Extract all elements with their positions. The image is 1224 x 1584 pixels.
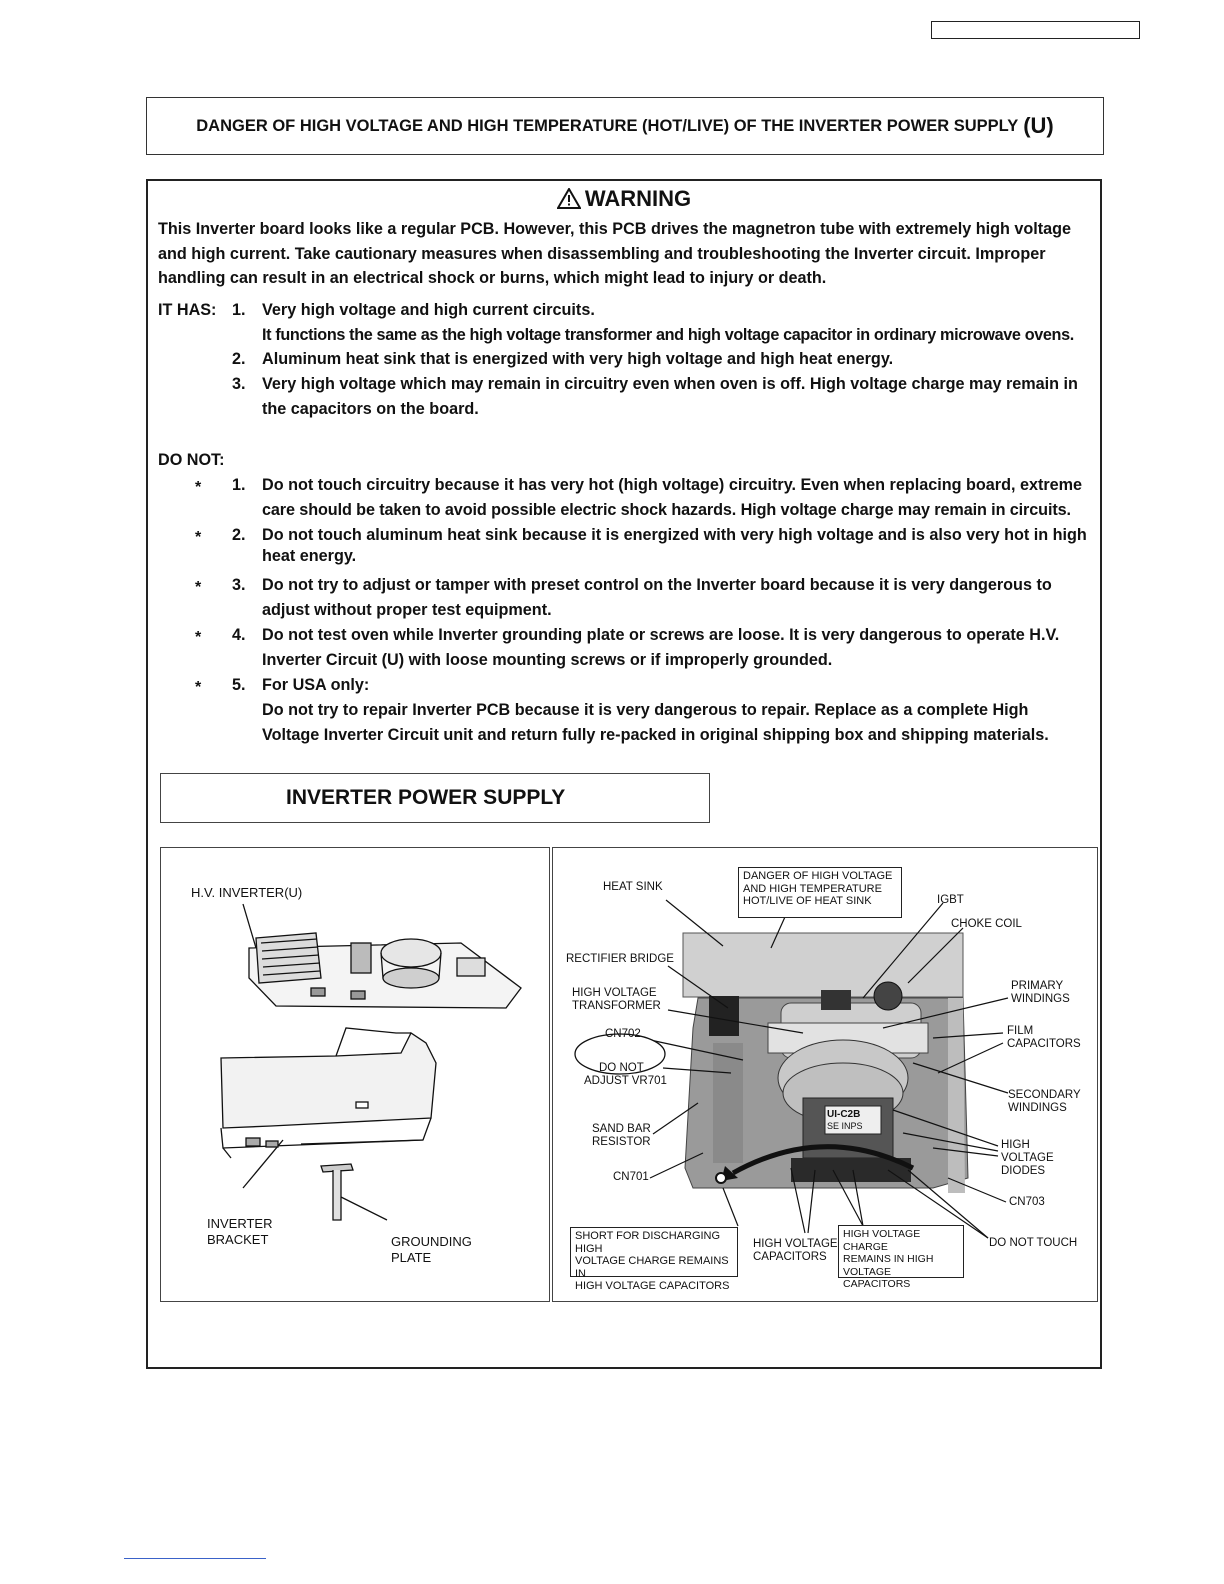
primary-windings-label-2: WINDINGS: [1011, 993, 1070, 1005]
section-title: INVERTER POWER SUPPLY: [286, 786, 566, 809]
it-has-1-line-1: Very high voltage and high current circuits.: [262, 301, 595, 319]
hv-diodes-label-1: HIGH: [1001, 1139, 1030, 1151]
warning-box: [146, 179, 1102, 1369]
primary-windings-label-1: PRIMARY: [1011, 980, 1064, 992]
grounding-plate-label-1: GROUNDING: [391, 1234, 472, 1249]
do-not-star-1: *: [195, 479, 202, 496]
cn702-label: CN702: [605, 1028, 641, 1040]
short-discharge-line-2: VOLTAGE CHARGE REMAINS IN: [575, 1255, 729, 1280]
do-not-2-line-1: Do not touch aluminum heat sink because it is energized with very high voltage and is also very hot in high: [262, 526, 1087, 544]
sand-bar-resistor-label-2: RESISTOR: [592, 1136, 651, 1148]
it-has-num-2: 2.: [232, 350, 246, 368]
part-marking-2: SE INPS: [827, 1121, 863, 1131]
danger-heat-sink-line-1: DANGER OF HIGH VOLTAGE: [743, 870, 893, 882]
film-capacitors-label-1: FILM: [1007, 1025, 1034, 1037]
igbt-label: IGBT: [937, 894, 964, 906]
hv-charge-line-3: CAPACITORS: [843, 1278, 911, 1290]
intro-line-1: This Inverter board looks like a regular PCB. However, this PCB drives the magnetron tube with extremely high voltage: [158, 220, 1072, 238]
warning-heading: [148, 186, 1100, 212]
do-not-num-3: 3.: [232, 576, 246, 594]
danger-heat-sink-line-3: HOT/LIVE OF HEAT SINK: [743, 895, 872, 907]
do-not-touch-label: DO NOT TOUCH: [989, 1237, 1078, 1249]
choke-coil-label: CHOKE COIL: [951, 918, 1022, 930]
do-not-adjust-label-1: DO NOT: [599, 1062, 644, 1074]
hv-transformer-label-2: TRANSFORMER: [572, 1000, 661, 1012]
do-not-1-line-1: Do not touch circuitry because it has very hot (high voltage) circuitry. Even when replacing board, extreme: [262, 476, 1083, 494]
it-has-num-3: 3.: [232, 375, 246, 393]
do-not-star-3: *: [195, 579, 202, 596]
hv-diodes-label-3: DIODES: [1001, 1165, 1046, 1177]
sand-bar-resistor-label-1: SAND BAR: [592, 1123, 651, 1135]
cn703-label: CN703: [1009, 1196, 1045, 1208]
do-not-5-line-2: Do not try to repair Inverter PCB because it is very dangerous to repair. Replace as a complete High: [262, 701, 1029, 719]
hv-charge-box: [838, 1225, 964, 1290]
do-not-1-line-2: care should be taken to avoid possible electric shock hazards. High voltage charge may remain in circuits.: [262, 501, 1071, 519]
grounding-plate-label-2: PLATE: [391, 1250, 432, 1265]
heat-sink-label: HEAT SINK: [603, 881, 663, 893]
hv-charge-line-2: REMAINS IN HIGH VOLTAGE: [843, 1253, 934, 1278]
do-not-star-5: *: [195, 679, 202, 696]
danger-banner: [146, 97, 1104, 155]
danger-heat-sink-box: [738, 867, 902, 918]
secondary-windings-label-2: WINDINGS: [1008, 1102, 1067, 1114]
it-has-3-line-2: the capacitors on the board.: [262, 400, 479, 418]
footer-link-line: [124, 1558, 266, 1559]
warning-title: WARNING: [584, 186, 692, 211]
hv-transformer-label-1: HIGH VOLTAGE: [572, 987, 657, 999]
do-not-label: DO NOT:: [158, 451, 225, 469]
danger-banner-text: DANGER OF HIGH VOLTAGE AND HIGH TEMPERATURE (HOT/LIVE) OF THE INVERTER POWER SUPPLY: [196, 116, 1019, 135]
intro-line-3: handling can result in an electrical shock or burns, which might lead to injury or death.: [158, 269, 827, 287]
rectifier-bridge-label: RECTIFIER BRIDGE: [566, 953, 674, 965]
short-discharge-line-1: SHORT FOR DISCHARGING HIGH: [575, 1230, 721, 1255]
right-figure-panel: [552, 847, 1098, 1302]
header-box: [931, 21, 1140, 39]
do-not-2-line-2: heat energy.: [262, 547, 357, 565]
do-not-5-line-1: For USA only:: [262, 676, 370, 694]
it-has-3-line-1: Very high voltage which may remain in circuitry even when oven is off. High voltage charge may remain in: [262, 375, 1078, 393]
danger-heat-sink-line-2: AND HIGH TEMPERATURE: [743, 882, 882, 895]
do-not-num-1: 1.: [232, 476, 246, 494]
hv-charge-line-1: HIGH VOLTAGE CHARGE: [843, 1228, 921, 1253]
part-marking-1: UI-C2B: [827, 1109, 861, 1120]
secondary-windings-label-1: SECONDARY: [1008, 1089, 1081, 1101]
it-has-num-1: 1.: [232, 301, 246, 319]
hv-inverter-label: H.V. INVERTER(U): [191, 885, 303, 900]
do-not-num-5: 5.: [232, 676, 246, 694]
do-not-3-line-2: adjust without proper test equipment.: [262, 601, 552, 619]
inverter-bracket-label-2: BRACKET: [207, 1232, 269, 1247]
do-not-4-line-2: Inverter Circuit (U) with loose mounting screws or if improperly grounded.: [262, 651, 833, 669]
film-capacitors-label-2: CAPACITORS: [1007, 1038, 1081, 1050]
inverter-bracket-label-1: INVERTER: [207, 1216, 273, 1231]
left-figure-panel: [160, 847, 550, 1302]
do-not-5-line-3: Voltage Inverter Circuit unit and return fully re-packed in original shipping box and shipping materials.: [262, 726, 1049, 744]
short-discharge-box: [570, 1227, 738, 1292]
it-has-1-line-2: It functions the same as the high voltage transformer and high voltage capacitor in ordinary microwave ovens.: [262, 326, 1074, 344]
do-not-3-line-1: Do not try to adjust or tamper with preset control on the Inverter board because it is very dangerous to: [262, 576, 1052, 594]
hv-capacitors-label-2: CAPACITORS: [753, 1251, 827, 1263]
do-not-star-4: *: [195, 629, 202, 646]
it-has-label: IT HAS:: [158, 301, 217, 319]
do-not-4-line-1: Do not test oven while Inverter grounding plate or screws are loose. It is very dangerous to operate H.V.: [262, 626, 1060, 644]
warning-triangle-icon: [557, 188, 581, 209]
do-not-num-4: 4.: [232, 626, 246, 644]
hv-diodes-label-2: VOLTAGE: [1001, 1152, 1054, 1164]
intro-line-2: and high current. Take cautionary measures when disassembling and troubleshooting the Inverter circuit. Improper: [158, 245, 1046, 263]
short-discharge-line-3: HIGH VOLTAGE CAPACITORS: [575, 1280, 730, 1292]
cn701-label: CN701: [613, 1171, 649, 1183]
danger-banner-suffix: (U): [1023, 113, 1054, 138]
do-not-adjust-label-2: ADJUST VR701: [584, 1075, 667, 1087]
it-has-2-line-1: Aluminum heat sink that is energized with very high voltage and high heat energy.: [262, 350, 894, 368]
do-not-num-2: 2.: [232, 526, 246, 544]
hv-capacitors-label-1: HIGH VOLTAGE: [753, 1238, 838, 1250]
do-not-star-2: *: [195, 529, 202, 546]
section-title-box: [160, 773, 710, 823]
